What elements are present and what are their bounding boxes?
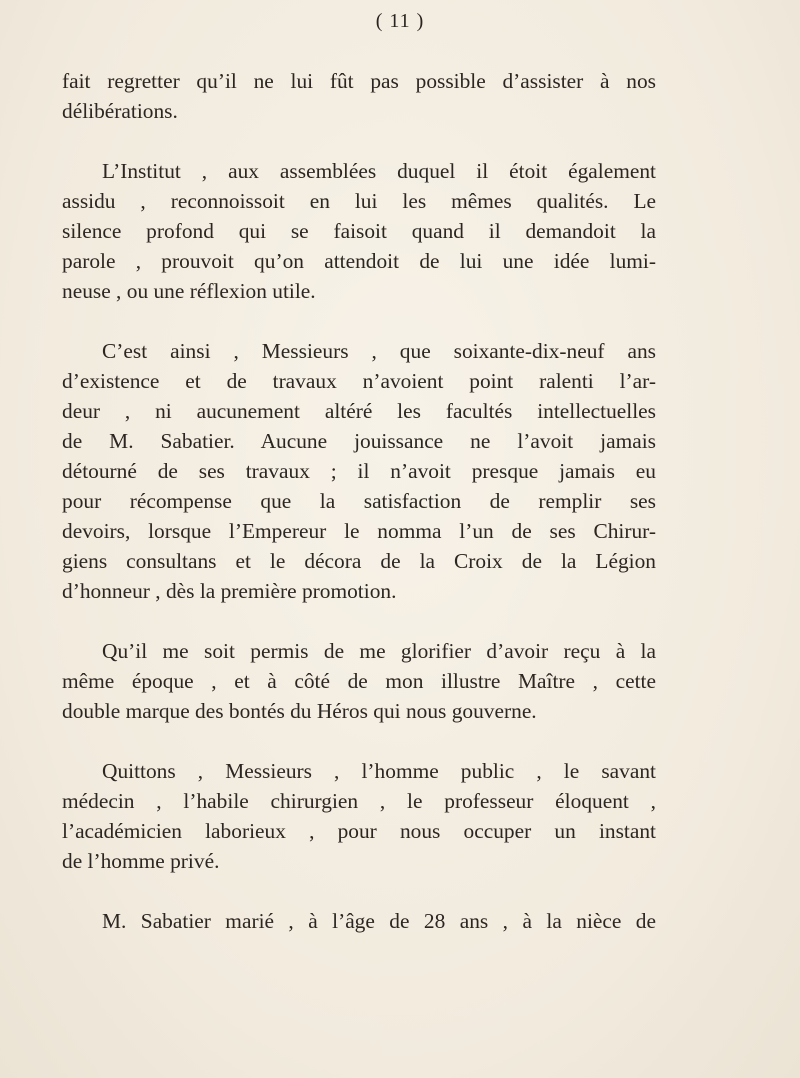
text-line: Qu’il me soit permis de me glorifier d’avoir reçu à la (102, 639, 656, 663)
paragraph (62, 906, 656, 936)
text-line: d’honneur , dès la première promotion. (62, 579, 397, 603)
text-line: assidu , reconnoissoit en lui les mêmes qualités. Le (62, 189, 656, 213)
paragraph (62, 756, 656, 876)
text-line: l’académicien laborieux , pour nous occuper un instant (62, 819, 656, 843)
text-line: silence profond qui se faisoit quand il demandoit la (62, 219, 656, 243)
text-line: même époque , et à côté de mon illustre Maître , cette (62, 669, 656, 693)
text-line: devoirs, lorsque l’Empereur le nomma l’un de ses Chirur- (62, 519, 656, 543)
text-line: détourné de ses travaux ; il n’avoit presque jamais eu (62, 459, 656, 483)
paragraph (62, 156, 656, 306)
text-line: L’Institut , aux assemblées duquel il étoit également (102, 159, 656, 183)
text-line: neuse , ou une réflexion utile. (62, 279, 316, 303)
text-line: de M. Sabatier. Aucune jouissance ne l’avoit jamais (62, 429, 656, 453)
text-line: giens consultans et le décora de la Croix de la Légion (62, 549, 656, 573)
text-line: Quittons , Messieurs , l’homme public , le savant (102, 759, 656, 783)
text-line: C’est ainsi , Messieurs , que soixante-dix-neuf ans (102, 339, 656, 363)
text-line: deur , ni aucunement altéré les facultés intellectuelles (62, 399, 656, 423)
paragraph (62, 336, 656, 606)
text-line: de l’homme privé. (62, 849, 220, 873)
text-line: pour récompense que la satisfaction de remplir ses (62, 489, 656, 513)
paragraph (62, 66, 656, 126)
paragraph (62, 636, 656, 726)
text-line: d’existence et de travaux n’avoient point ralenti l’ar- (62, 369, 656, 393)
body-text (62, 66, 656, 966)
text-line: médecin , l’habile chirurgien , le professeur éloquent , (62, 789, 656, 813)
text-line: délibérations. (62, 99, 178, 123)
text-line: double marque des bontés du Héros qui nous gouverne. (62, 699, 537, 723)
text-line: fait regretter qu’il ne lui fût pas possible d’assister à nos (62, 69, 656, 93)
page-number: ( 11 ) (375, 10, 425, 32)
text-line: M. Sabatier marié , à l’âge de 28 ans , à la nièce de (102, 909, 656, 933)
text-line: parole , prouvoit qu’on attendoit de lui une idée lumi- (62, 249, 656, 273)
